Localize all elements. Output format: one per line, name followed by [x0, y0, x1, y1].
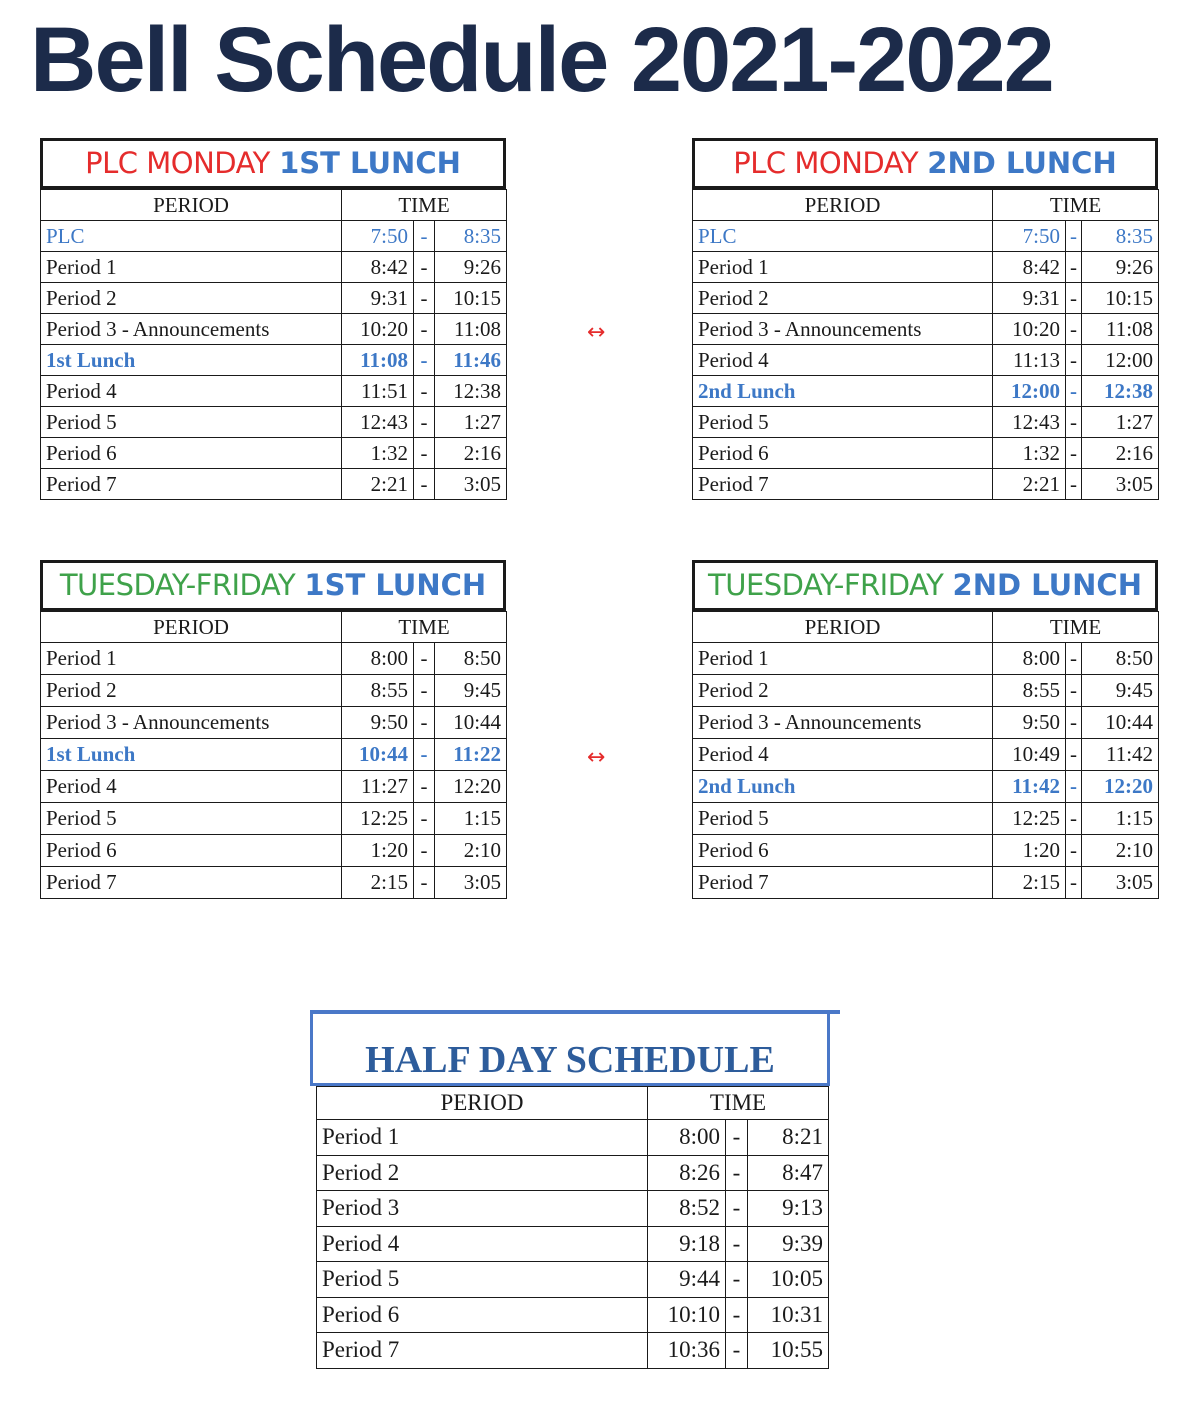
- period-label: Period 5: [317, 1262, 648, 1298]
- start-time: 8:52: [648, 1191, 726, 1227]
- page-title: Bell Schedule 2021-2022: [30, 9, 1053, 111]
- table-row: [693, 345, 1159, 376]
- table-row: [317, 1120, 829, 1156]
- table-row: [693, 469, 1159, 500]
- period-header: PERIOD: [41, 190, 342, 221]
- period-label: Period 5: [41, 407, 342, 438]
- table-row: [693, 803, 1159, 835]
- period-label: Period 1: [41, 643, 342, 675]
- start-time: 8:55: [342, 675, 414, 707]
- time-separator: -: [414, 707, 435, 739]
- schedule-heading: [692, 560, 1158, 611]
- schedule-heading: [40, 138, 506, 189]
- end-time: 8:50: [435, 643, 507, 675]
- end-time: 11:46: [435, 345, 507, 376]
- table-row: [41, 252, 507, 283]
- period-label: Period 6: [693, 438, 993, 469]
- heading-day: TUESDAY-FRIDAY: [59, 568, 296, 602]
- time-separator: -: [414, 739, 435, 771]
- start-time: 7:50: [342, 221, 414, 252]
- schedule-table: [40, 611, 507, 899]
- end-time: 8:47: [748, 1155, 829, 1191]
- end-time: 2:16: [1082, 438, 1159, 469]
- period-header: PERIOD: [693, 612, 993, 643]
- swap-arrow-icon: ↔: [587, 745, 606, 770]
- end-time: 9:39: [748, 1226, 829, 1262]
- period-label: Period 6: [317, 1297, 648, 1333]
- period-label: Period 3 - Announcements: [41, 314, 342, 345]
- period-label: Period 7: [693, 469, 993, 500]
- period-label: PLC: [41, 221, 342, 252]
- start-time: 2:21: [993, 469, 1066, 500]
- table-row: [693, 867, 1159, 899]
- time-separator: -: [414, 469, 435, 500]
- time-separator: -: [414, 643, 435, 675]
- table-row: [41, 438, 507, 469]
- period-label: Period 4: [693, 345, 993, 376]
- start-time: 1:32: [342, 438, 414, 469]
- schedule-table: [316, 1086, 829, 1369]
- table-row: [693, 252, 1159, 283]
- time-separator: -: [1066, 835, 1082, 867]
- start-time: 10:20: [993, 314, 1066, 345]
- period-label: Period 4: [693, 739, 993, 771]
- end-time: 9:26: [1082, 252, 1159, 283]
- schedule-half-day: [310, 1010, 840, 1374]
- table-row: [41, 221, 507, 252]
- period-label: Period 3 - Announcements: [693, 314, 993, 345]
- period-label: Period 5: [693, 407, 993, 438]
- table-row: [317, 1333, 829, 1369]
- end-time: 3:05: [435, 867, 507, 899]
- start-time: 11:08: [342, 345, 414, 376]
- time-separator: -: [726, 1191, 748, 1227]
- time-separator: -: [1066, 376, 1082, 407]
- start-time: 9:50: [993, 707, 1066, 739]
- end-time: 12:38: [435, 376, 507, 407]
- end-time: 3:05: [1082, 867, 1159, 899]
- time-separator: -: [726, 1120, 748, 1156]
- period-label: Period 7: [41, 469, 342, 500]
- table-row: [693, 314, 1159, 345]
- end-time: 11:08: [1082, 314, 1159, 345]
- period-label: Period 5: [41, 803, 342, 835]
- time-separator: -: [726, 1155, 748, 1191]
- table-row: [693, 283, 1159, 314]
- period-label: Period 1: [693, 643, 993, 675]
- period-label: Period 3: [317, 1191, 648, 1227]
- period-label: Period 7: [41, 867, 342, 899]
- end-time: 12:38: [1082, 376, 1159, 407]
- start-time: 9:50: [342, 707, 414, 739]
- heading-lunch: 2ND LUNCH: [952, 568, 1142, 602]
- time-separator: -: [1066, 643, 1082, 675]
- period-label: PLC: [693, 221, 993, 252]
- period-header: PERIOD: [317, 1087, 648, 1120]
- time-separator: -: [414, 252, 435, 283]
- start-time: 10:20: [342, 314, 414, 345]
- table-row: [41, 407, 507, 438]
- end-time: 2:10: [1082, 835, 1159, 867]
- table-row: [41, 707, 507, 739]
- time-separator: -: [1066, 469, 1082, 500]
- table-row: [317, 1155, 829, 1191]
- end-time: 8:35: [1082, 221, 1159, 252]
- end-time: 9:13: [748, 1191, 829, 1227]
- time-separator: -: [726, 1262, 748, 1298]
- end-time: 1:15: [1082, 803, 1159, 835]
- time-header: TIME: [342, 612, 507, 643]
- start-time: 12:43: [993, 407, 1066, 438]
- start-time: 1:20: [342, 835, 414, 867]
- schedule-heading: [310, 1010, 830, 1086]
- table-row: [693, 675, 1159, 707]
- period-label: 2nd Lunch: [693, 771, 993, 803]
- time-header: TIME: [993, 190, 1159, 221]
- table-row: [693, 643, 1159, 675]
- time-separator: -: [1066, 867, 1082, 899]
- end-time: 9:26: [435, 252, 507, 283]
- end-time: 1:27: [1082, 407, 1159, 438]
- period-label: 1st Lunch: [41, 739, 342, 771]
- end-time: 1:15: [435, 803, 507, 835]
- end-time: 11:22: [435, 739, 507, 771]
- start-time: 11:51: [342, 376, 414, 407]
- heading-day: PLC MONDAY: [85, 146, 270, 180]
- period-label: Period 1: [693, 252, 993, 283]
- time-separator: -: [1066, 252, 1082, 283]
- start-time: 8:42: [342, 252, 414, 283]
- time-separator: -: [1066, 739, 1082, 771]
- start-time: 9:18: [648, 1226, 726, 1262]
- table-row: [693, 739, 1159, 771]
- time-separator: -: [1066, 771, 1082, 803]
- start-time: 1:20: [993, 835, 1066, 867]
- time-separator: -: [414, 407, 435, 438]
- table-row: [317, 1226, 829, 1262]
- period-label: 1st Lunch: [41, 345, 342, 376]
- time-separator: -: [414, 345, 435, 376]
- time-separator: -: [414, 803, 435, 835]
- schedule-table: [692, 189, 1159, 500]
- period-label: Period 6: [41, 835, 342, 867]
- start-time: 11:27: [342, 771, 414, 803]
- heading-lunch: 2ND LUNCH: [927, 146, 1117, 180]
- table-row: [41, 283, 507, 314]
- end-time: 9:45: [435, 675, 507, 707]
- period-label: Period 4: [41, 771, 342, 803]
- start-time: 8:26: [648, 1155, 726, 1191]
- end-time: 10:15: [435, 283, 507, 314]
- table-row: [693, 438, 1159, 469]
- start-time: 10:49: [993, 739, 1066, 771]
- time-separator: -: [1066, 345, 1082, 376]
- start-time: 8:55: [993, 675, 1066, 707]
- end-time: 2:16: [435, 438, 507, 469]
- time-separator: -: [1066, 675, 1082, 707]
- end-time: 8:50: [1082, 643, 1159, 675]
- heading-day: TUESDAY-FRIDAY: [708, 568, 944, 602]
- period-label: Period 3 - Announcements: [693, 707, 993, 739]
- start-time: 10:36: [648, 1333, 726, 1369]
- period-label: Period 2: [41, 675, 342, 707]
- end-time: 8:35: [435, 221, 507, 252]
- table-row: [693, 771, 1159, 803]
- time-separator: -: [1066, 707, 1082, 739]
- period-label: Period 7: [317, 1333, 648, 1369]
- table-row: [41, 675, 507, 707]
- table-row: [693, 835, 1159, 867]
- start-time: 9:44: [648, 1262, 726, 1298]
- end-time: 10:44: [435, 707, 507, 739]
- swap-arrow-icon: ↔: [587, 320, 606, 345]
- table-row: [693, 707, 1159, 739]
- end-time: 9:45: [1082, 675, 1159, 707]
- period-header: PERIOD: [41, 612, 342, 643]
- start-time: 9:31: [993, 283, 1066, 314]
- table-row: [693, 407, 1159, 438]
- time-separator: -: [414, 835, 435, 867]
- end-time: 8:21: [748, 1120, 829, 1156]
- time-separator: -: [414, 314, 435, 345]
- time-header: TIME: [342, 190, 507, 221]
- heading-lunch: 1ST LUNCH: [304, 568, 487, 602]
- end-time: 11:08: [435, 314, 507, 345]
- start-time: 2:21: [342, 469, 414, 500]
- table-row: [41, 643, 507, 675]
- time-header: TIME: [648, 1087, 829, 1120]
- time-separator: -: [414, 221, 435, 252]
- start-time: 11:13: [993, 345, 1066, 376]
- end-time: 10:05: [748, 1262, 829, 1298]
- end-time: 3:05: [1082, 469, 1159, 500]
- table-row: [41, 867, 507, 899]
- table-row: [317, 1262, 829, 1298]
- time-separator: -: [726, 1333, 748, 1369]
- heading-day: PLC MONDAY: [733, 146, 919, 180]
- period-label: Period 2: [317, 1155, 648, 1191]
- table-row: [41, 314, 507, 345]
- time-separator: -: [414, 771, 435, 803]
- time-header: TIME: [993, 612, 1159, 643]
- time-separator: -: [414, 438, 435, 469]
- time-separator: -: [414, 867, 435, 899]
- time-separator: -: [1066, 283, 1082, 314]
- time-separator: -: [414, 283, 435, 314]
- period-label: Period 2: [693, 675, 993, 707]
- start-time: 7:50: [993, 221, 1066, 252]
- start-time: 12:25: [993, 803, 1066, 835]
- period-header: PERIOD: [693, 190, 993, 221]
- heading-text: HALF DAY SCHEDULE: [365, 1039, 775, 1081]
- table-row: [41, 803, 507, 835]
- time-separator: -: [1066, 407, 1082, 438]
- time-separator: -: [1066, 438, 1082, 469]
- start-time: 12:25: [342, 803, 414, 835]
- table-row: [41, 345, 507, 376]
- schedule-heading: [692, 138, 1158, 189]
- table-row: [41, 739, 507, 771]
- end-time: 12:00: [1082, 345, 1159, 376]
- start-time: 2:15: [993, 867, 1066, 899]
- start-time: 8:42: [993, 252, 1066, 283]
- end-time: 10:55: [748, 1333, 829, 1369]
- end-time: 12:20: [1082, 771, 1159, 803]
- start-time: 8:00: [993, 643, 1066, 675]
- time-separator: -: [414, 376, 435, 407]
- time-separator: -: [1066, 221, 1082, 252]
- period-label: Period 5: [693, 803, 993, 835]
- period-label: Period 6: [693, 835, 993, 867]
- time-separator: -: [726, 1226, 748, 1262]
- start-time: 12:43: [342, 407, 414, 438]
- start-time: 10:44: [342, 739, 414, 771]
- schedule-heading: [40, 560, 506, 611]
- table-row: [41, 469, 507, 500]
- end-time: 3:05: [435, 469, 507, 500]
- table-row: [693, 376, 1159, 407]
- start-time: 11:42: [993, 771, 1066, 803]
- end-time: 10:15: [1082, 283, 1159, 314]
- period-label: 2nd Lunch: [693, 376, 993, 407]
- start-time: 8:00: [648, 1120, 726, 1156]
- period-label: Period 1: [317, 1120, 648, 1156]
- time-separator: -: [1066, 803, 1082, 835]
- table-row: [317, 1191, 829, 1227]
- heading-lunch: 1ST LUNCH: [279, 146, 461, 180]
- end-time: 10:31: [748, 1297, 829, 1333]
- period-label: Period 7: [693, 867, 993, 899]
- table-row: [41, 835, 507, 867]
- start-time: 1:32: [993, 438, 1066, 469]
- end-time: 12:20: [435, 771, 507, 803]
- table-row: [41, 771, 507, 803]
- start-time: 2:15: [342, 867, 414, 899]
- end-time: 10:44: [1082, 707, 1159, 739]
- start-time: 10:10: [648, 1297, 726, 1333]
- period-label: Period 2: [41, 283, 342, 314]
- time-separator: -: [1066, 314, 1082, 345]
- end-time: 1:27: [435, 407, 507, 438]
- table-row: [693, 221, 1159, 252]
- table-row: [317, 1297, 829, 1333]
- period-label: Period 2: [693, 283, 993, 314]
- end-time: 11:42: [1082, 739, 1159, 771]
- period-label: Period 4: [41, 376, 342, 407]
- period-label: Period 6: [41, 438, 342, 469]
- time-separator: -: [726, 1297, 748, 1333]
- start-time: 12:00: [993, 376, 1066, 407]
- period-label: Period 1: [41, 252, 342, 283]
- start-time: 9:31: [342, 283, 414, 314]
- schedule-table: [40, 189, 507, 500]
- period-label: Period 4: [317, 1226, 648, 1262]
- table-row: [41, 376, 507, 407]
- period-label: Period 3 - Announcements: [41, 707, 342, 739]
- time-separator: -: [414, 675, 435, 707]
- end-time: 2:10: [435, 835, 507, 867]
- schedule-table: [692, 611, 1159, 899]
- start-time: 8:00: [342, 643, 414, 675]
